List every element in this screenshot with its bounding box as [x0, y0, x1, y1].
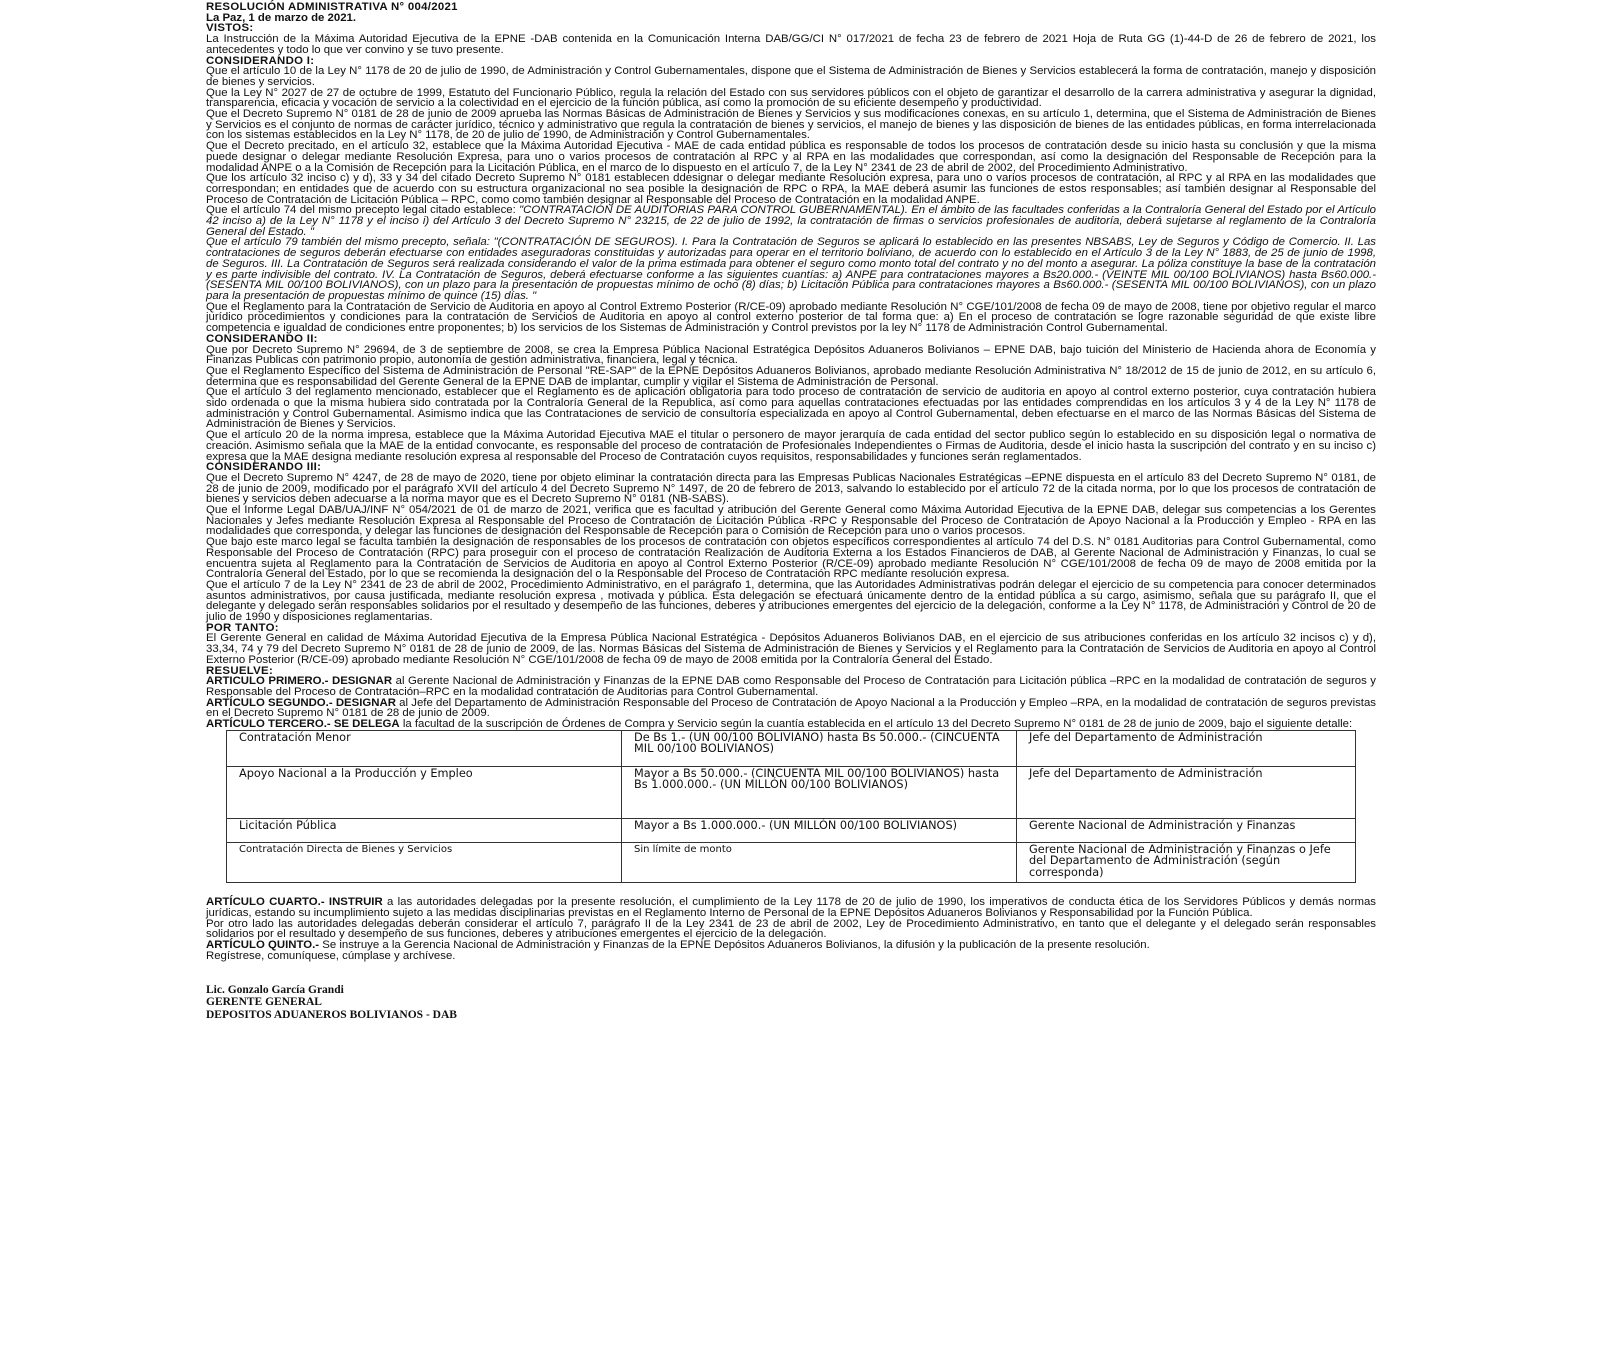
article-3: [206, 719, 1376, 730]
article-5-text: Se instruye a la Gerencia Nacional de Administración y Finanzas de la EPNE Depósitos Aduaneros Bolivianos, la difusión y la publicación de la presente resolución.: [319, 939, 1150, 952]
considerando-3-paragraph: Que el artículo 7 de la Ley N° 2341 de 23 de abril de 2002, Procedimiento Administrativo, en el parágrafo 1, determina, que las Autoridades Administrativas podrán delegar el ejercicio de su competencia para conocer determinados asuntos administrativos, por causa justificada, mediante resolución expresa , motivada y pública. Esta delegación se efectuará únicamente dentro de la entidad pública a su cargo, asimismo, señala que su parágrafo II, que el delegante y delegado serán responsables solidarios por el resultado y desempeño de las funciones, deberes y atribuciones emergentes del ejercicio de la delegación, conforme a la Ley N° 1178, de Administración y Control de 20 de julio de 1990 y disposiciones reglamentarias.: [206, 578, 1376, 624]
table-cell-authority: Gerente Nacional de Administración y Finanzas o Jefe del Departamento de Administración (según corresponda): [1017, 842, 1356, 883]
considerando-1-paragraph: Que el Decreto precitado, en el artículo 32, establece que la Máxima Autoridad Ejecutiva - MAE de cada entidad pública es responsable de todos los procesos de contratación desde su inicio hasta su conclusión y que la misma puede designar o delegar mediante Resolución Expresa, para uno o varios procesos de contratación al RPC y al RPA en las modalidades que correspondan, así como la designación del Responsable de Recepción para la modalidad ANPE o a la Comisión de Recepción para la Licitación Pública, en el marco de lo dispuesto en el artículo 7, de la Ley N° 2341 de 23 de abril de 2002, del Procedimiento Administrativo.: [206, 140, 1376, 174]
table-cell-amount: De Bs 1.- (UN 00/100 BOLIVIANO) hasta Bs 50.000.- (CINCUENTA MIL 00/100 BOLIVIANOS): [622, 730, 1017, 766]
considerando-1-last-paragraph: Que el Reglamento para la Contratación de Servicio de Auditoria en apoyo al Control Extremo Posterior (R/CE-09) aprobado mediante Resolución N° CGE/101/2008 de fecha 09 de mayo de 2008, tiene por objetivo regular el marco jurídico procedimientos y condiciones para la contratación de Servicios de Auditoria en apoyo al control externo posterior de tal forma que: a) En el proceso de contratación se logre razonable seguridad de que existe libre competencia e igualdad de condiciones entre proponentes; b) los servicios de los Sistemas de Administración y Control previstos por la ley N° 1178 de Administración Control Gubernamental.: [206, 300, 1376, 335]
article-4-extra: Por otro lado las autoridades delegadas deberán considerar el artículo 7, parágrafo II de la Ley 2341 de 23 de abril de 2002, Ley de Procedimiento Administrativo, en tanto que el delegante y el delegado serán responsables solidarios por el resultado y desempeño de sus funciones, deberes y atribuciones emergentes el ejercicio de la delegación.: [206, 917, 1376, 941]
delegation-table: [226, 730, 1356, 884]
article-4: [206, 897, 1376, 918]
article-3-label: ARTÍCULO TERCERO.- SE DELEGA: [206, 718, 400, 731]
considerando-2-paragraph: Que por Decreto Supremo N° 29694, de 3 de septiembre de 2008, se crea la Empresa Pública Nacional Estratégica Depósitos Aduaneros Bolivianos – EPNE DAB, bajo tuición del Ministerio de Hacienda ahora de Economía y Finanzas Publicas con patrimonio propio, autonomía de gestión administrativa, financiera, legal y técnica.: [206, 343, 1376, 367]
considerando-3-heading: CONSIDERANDO III:: [206, 461, 322, 474]
table-cell-modality: Contratación Menor: [227, 730, 622, 766]
vistos-heading: VISTOS:: [206, 22, 254, 35]
resuelve-heading: RESUELVE:: [206, 664, 274, 677]
considerando-2-paragraph: Que el Reglamento Específico del Sistema de Administración de Personal "RE-SAP" de la EPNE Depósitos Aduaneros Bolivianos, aprobado mediante Resolución Administrativa N° 18/2012 de 15 de junio de 2012, en su artículo 6, determina que es responsabilidad del Gerente General de la EPNE DAB de implantar, cumplir y vigilar el Sistema de Administración de Personal.: [206, 364, 1376, 388]
table-cell-modality: Apoyo Nacional a la Producción y Empleo: [227, 766, 622, 818]
considerando-2-heading: CONSIDERANDO II:: [206, 332, 318, 345]
considerando-1-heading: CONSIDERANDO I:: [206, 54, 315, 67]
table-cell-amount: Mayor a Bs 50.000.- (CINCUENTA MIL 00/100 BOLIVIANOS) hasta Bs 1.000.000.- (UN MILLÓN 00/100 BOLIVIANOS): [622, 766, 1017, 818]
table-cell-authority: Gerente Nacional de Administración y Finanzas: [1017, 818, 1356, 842]
article-3-text: la facultad de la suscripción de Órdenes de Compra y Servicio según la cuantía establecida en el artículo 13 del Decreto Supremo N° 0181 de 28 de junio de 2009, bajo el siguiente detalle:: [399, 718, 1353, 731]
table-row: [227, 842, 1356, 883]
table-row: [227, 766, 1356, 818]
article-1: [206, 676, 1376, 697]
considerando-2-paragraph: Que el artículo 3 del reglamento mencionado, establecer que el Reglamento es de aplicación obligatoria para todo proceso de contratación de servicio de auditoria en apoyo al control externo posterior, cuya contratación hubiera sido ordenada o que la misma hubiera sido contratada por la Contraloría General de la Republica, así como para aquellas contrataciones efectuadas por las entidades comprendidas en los artículos 3 y 4 de la Ley N° 1178 de administración y Control Gubernamental. Asimismo indica que las Contrataciones de servicio de consultoría especializada en apoyo al Control Gubernamental, deben efectuarse en el marco de las Normas Básicas del Sistema de Administración de Bienes y Servicios.: [206, 386, 1376, 431]
table-cell-modality: Licitación Pública: [227, 818, 622, 842]
signatory-entity: DEPOSITOS ADUANEROS BOLIVIANOS - DAB: [206, 1008, 457, 1021]
article-74-paragraph: [206, 205, 1376, 237]
article-1-text: al Gerente Nacional de Administración y Finanzas de la EPNE DAB como Responsable del Proceso de Contratación para Licitación pública –RPC en la modalidad de contratación de seguros y Responsable del Proceso de Contratación–RPC en la modalidad contratación de Auditorias para Control Gubernamental.: [206, 675, 1377, 698]
table-cell-amount: Mayor a Bs 1.000.000.- (UN MILLÓN 00/100 BOLIVIANOS): [622, 818, 1017, 842]
article-79-intro: Que el artículo 79 también del mismo precepto, señala: "(CONTRATACIÓN DE SEGUROS).: [206, 236, 682, 249]
resolution-title: RESOLUCIÓN ADMINISTRATIVA N° 004/2021: [206, 1, 458, 13]
signature-block: [206, 984, 1376, 1022]
article-79-paragraph: [206, 237, 1376, 301]
article-2-text: al Jefe del Departamento de Administración Responsable del Proceso de Contratación de Apoyo Nacional a la Producción y Empleo –RPA, en la modalidad de contratación de seguros previstas en el Decreto Supremo N° 0181 de 28 de junio de 2009.: [206, 696, 1376, 720]
article-74-quote: "CONTRATACIÓN DE AUDITORIAS PARA CONTROL GUBERNAMENTAL). En el ámbito de las facultades conferidas a la Contraloría General del Estado por el Artículo 42 inciso a) de la Ley N° 1178 y el inciso i) del Artículo 3 del Decreto Supremo N° 23215, de 22 de julio de 1992, la contratación de firmas o servicios profesionales de auditoría, deberá sujetarse al reglamento de la Contraloría General del Estado. ": [206, 204, 1376, 238]
table-row: [227, 730, 1356, 766]
closing-formula: Regístrese, comuníquese, cúmplase y archívese.: [206, 949, 456, 962]
considerando-2-paragraph: Que el artículo 20 de la norma impresa, establece que la Máxima Autoridad Ejecutiva MAE el titular o personero de mayor jerarquía de cada entidad del sector publico según lo establecido en su disposición legal o normativa de creación. Asimismo señala que la MAE de la entidad convocante, es responsable del proceso de contratación de Profesionales Independientes o Firmas de Auditoria, desde el inicio hasta la suscripción del contrato y en su inciso c) expresa que la MAE designa mediante resolución expresa al responsable del Proceso de Contratación cuyos requisitos, responsabilidades y funciones serán reglamentados.: [206, 429, 1376, 463]
considerando-1-paragraph: Que los artículo 32 inciso c) y d), 33 y 34 del citado Decreto Supremo N° 0181 establecen ddesignar o delegar mediante Resolución expresa, para uno o varios procesos de contratación, al RPC y al RPA en las modalidades que correspondan; en entidades que de acuerdo con su estructura organizacional no sea posible la designación de RPC o RPA, la MAE deberá asumir las funciones de estos responsables; así también designar al Responsable del Proceso de Contratación de Licitación Pública – RPC, como como también designar al Responsable del Proceso de Contratación en la modalidad ANPE.: [206, 172, 1376, 206]
table-cell-authority: Jefe del Departamento de Administración: [1017, 730, 1356, 766]
article-2-label: ARTÍCULO SEGUNDO.- DESIGNAR: [206, 696, 396, 709]
considerando-1-paragraph: Que la Ley N° 2027 de 27 de octubre de 1999, Estatuto del Funcionario Público, regula la relación del Estado con sus servidores públicos con el objeto de garantizar el desarrollo de la carrera administrativa y asegurar la dignidad, transparencia, eficacia y vocación de servicio a la colectividad en el ejercicio de la función pública, así como la promoción de su eficiente desempeño y productividad.: [206, 86, 1376, 110]
table-row: [227, 818, 1356, 842]
signatory-name: Lic. Gonzalo García Grandi: [206, 983, 344, 996]
considerando-1-paragraph: Que el Decreto Supremo N° 0181 de 28 de junio de 2009 aprueba las Normas Básicas de Administración de Bienes y Servicios y sus modificaciones conexas, en su artículo 1, determina, que el Sistema de Administración de Bienes y Servicios es el conjunto de normas de carácter jurídico, técnico y administrativo que regula la contratación de bienes y servicios, el manejo de bienes y las disposición de bienes de las entidades públicas, en forma interrelacionada con los sistemas establecidos en la Ley N° 1178, de 20 de julio de 1990, de Administración y Control Gubernamentales.: [206, 108, 1376, 142]
table-cell-modality: Contratación Directa de Bienes y Servicios: [227, 842, 622, 883]
article-1-label: ARTICULO PRIMERO.- DESIGNAR: [206, 675, 393, 688]
article-4-text: a las autoridades delegadas por la presente resolución, el cumplimiento de la Ley 1178 de 20 de julio de 1990, los imperativos de conducta ética de los Servidores Públicos y demás normas jurídicas, estando su incumplimiento sujeto a las medidas disciplinarias previstas en el Reglamento Interno de Personal de la EPNE Depósitos Aduaneros Bolivianos y Responsabilidad por la Función Pública.: [206, 896, 1377, 920]
article-5-label: ARTÍCULO QUINTO.-: [206, 939, 320, 952]
article-74-intro: Que el artículo 74 del mismo precepto legal citado establece:: [206, 204, 520, 217]
considerando-3-paragraph: Que el Decreto Supremo N° 4247, de 28 de mayo de 2020, tiene por objeto eliminar la contratación directa para las Empresas Publicas Nacionales Estratégicas –EPNE dispuesta en el artículo 83 del Decreto Supremo N° 0181, de 28 de junio de 2009, modificado por el parágrafo XVII del artículo 4 del Decreto Supremo N° 1497, de 20 de febrero de 2013, salvando lo establecido por el artículo 72 de la citada norma, por lo que los procesos de contratación de bienes y servicios deben adecuarse a la norma mayor que es el Decreto Supremo N° 0181 (NB-SABS).: [206, 471, 1376, 506]
signatory-position: GERENTE GENERAL: [206, 996, 322, 1009]
article-2: [206, 698, 1376, 719]
considerando-3-paragraph: Que bajo este marco legal se faculta también la designación de responsables de los procesos de contratación con objetos específicos correspondientes al artículo 74 del D.S. N° 0181 Auditorias para Control Gubernamental, como Responsable del Proceso de Contratación (RPC) para proseguir con el proceso de contratación Realización de Auditoria Externa a los Estados Financieros de DAB, al Gerente Nacional de Administración y Finanzas, lo cual se encuentra sujeta al Reglamento para la Contratación de Servicios de Auditoria en apoyo al Control Externo Posterior (R/CE-09) aprobado mediante Resolución N° CGE/101/2008 de fecha 09 de mayo de 2008 emitida por la Contraloría General del Estado, por lo que se recomienda la designación del o la Responsable del Proceso de Contratación RPC mediante resolución expresa.: [206, 536, 1376, 581]
por-tanto-heading: POR TANTO:: [206, 621, 279, 634]
vistos-text: La Instrucción de la Máxima Autoridad Ejecutiva de la EPNE -DAB contenida en la Comunicación Interna DAB/GG/CI N° 017/2021 de fecha 23 de febrero de 2021 Hoja de Ruta GG (1)-44-D de 26 de febrero de 2021, los antecedentes y todo lo que ver convino y se tuvo presente.: [206, 33, 1376, 56]
article-79-quote: I. Para la Contratación de Seguros se aplicará lo establecido en las presentes NBSABS, Ley de Seguros y Código de Comercio. II. Las contrataciones de seguros deberán efectuarse con entidades aseguradoras constituidas y autorizadas para operar en el territorio boliviano, de acuerdo con lo establecido en el Artículo 3 de la Ley N° 1883, de 25 de junio de 1998, de Seguros. III. La Contratación de Seguros será realizada considerando el valor de la prima estimada para obtener el seguro como monto total del contrato y no del monto a asegurar. La póliza constituye la base de la contratación y es parte indivisible del contrato. IV. La Contratación de Seguros, deberá efectuarse conforme a las siguientes cuantías: a) ANPE para contrataciones mayores a Bs20.000.- (VEINTE MIL 00/100 BOLIVIANOS) hasta Bs60.000.- (SESENTA MIL 00/100 BOLIVIANOS), con un plazo para la presentación de propuestas mínimo de ocho (8) días; b) Licitación Pública para contrataciones mayores a Bs60.000.- (SESENTA MIL 00/100 BOLIVIANOS), con un plazo para la presentación de propuestas mínimo de quince (15) días. ": [206, 236, 1376, 302]
table-cell-authority: Jefe del Departamento de Administración: [1017, 766, 1356, 818]
considerando-3-paragraph: Que el Informe Legal DAB/UAJ/INF N° 054/2021 de 01 de marzo de 2021, verifica que es facultad y atribución del Gerente General como Máxima Autoridad Ejecutiva de la EPNE DAB, delegar sus competencias a los Gerentes Nacionales y Jefes mediante Resolución Expresa al Responsable del Proceso de Contratación de Licitación Pública -RPC y Responsable del Proceso de Contratación de Apoyo Nacional a la Producción y Empleo - RPA en las modalidades que corresponda, y delegar las funciones de designación del Responsable de Recepción para o Comisión de Recepción para uno o varios procesos.: [206, 504, 1376, 538]
place-date: La Paz, 1 de marzo de 2021.: [206, 11, 357, 24]
por-tanto-text: El Gerente General en calidad de Máxima Autoridad Ejecutiva de la Empresa Pública Nacional Estratégica - Depósitos Aduaneros Bolivianos DAB, en el ejercicio de sus atribuciones conferidas en los artículo 32 incisos c) y d), 33,34, 74 y 79 del Decreto Supremo N° 0181 de 28 de junio de 2009, de las. Normas Básicas del Sistema de Administración de Bienes y Servicios y el Reglamento para la Contratación de Servicios de Auditoria en apoyo al Control Externo Posterior (R/CE-09) aprobado mediante Resolución N° CGE/101/2008 de fecha 09 de mayo de 2008 emitida por la Contraloría General del Estado.: [206, 632, 1376, 666]
resolution-document: [206, 2, 1376, 1021]
table-cell-amount: Sin límite de monto: [622, 842, 1017, 883]
article-4-label: ARTÍCULO CUARTO.- INSTRUIR: [206, 896, 383, 909]
considerando-1-paragraph: Que el artículo 10 de la Ley N° 1178 de 20 de julio de 1990, de Administración y Control Gubernamentales, dispone que el Sistema de Administración de Bienes y Servicios establecerá la forma de contratación, manejo y disposición de bienes y servicios.: [206, 65, 1376, 88]
